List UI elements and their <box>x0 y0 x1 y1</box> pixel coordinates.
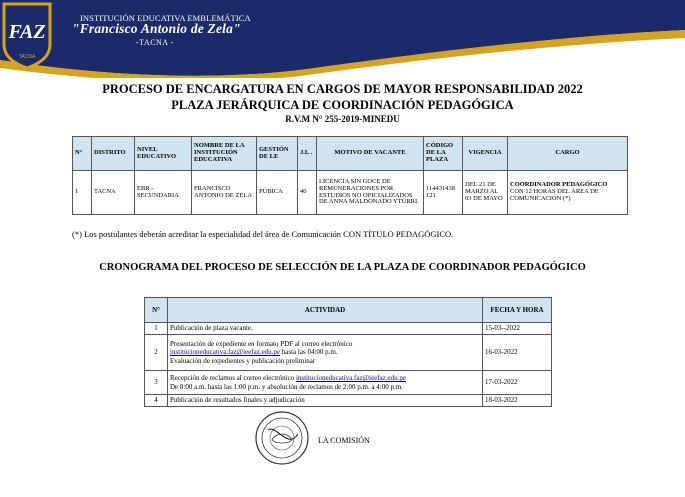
activity-text: Recepción de reclamos al correo electrónico <box>170 374 296 383</box>
activity-line: Presentación de expediente en formato PDF al correo electrónico <box>170 340 353 349</box>
document-title: PROCESO DE ENCARGATURA EN CARGOS DE MAYOR RESPONSABILIDAD 2022 <box>102 82 583 96</box>
signature-label: LA COMISIÓN <box>318 436 370 445</box>
schedule-table <box>144 297 552 407</box>
cell-date: 15-03--2022 <box>483 323 552 335</box>
column-header: J.L . <box>298 137 317 171</box>
column-header: ACTIVIDAD <box>168 298 483 323</box>
column-header: NIVEL EDUCATIVO <box>135 137 192 171</box>
school-logo <box>0 0 54 70</box>
cell-num: 2 <box>145 335 168 371</box>
svg-text:FAZ: FAZ <box>8 21 46 43</box>
table-row <box>145 395 552 407</box>
activity-line: Evaluación de expedientes y publicación preliminar <box>170 356 316 365</box>
column-header: N° <box>145 298 168 323</box>
activity-text: hasta las 04:00 p.m. <box>280 348 338 357</box>
cell-nivel: EBR - SECUNDARIA <box>135 171 192 215</box>
column-header: GESTIÓN DE LE <box>257 137 298 171</box>
column-header: MOTIVO DE VACANTE <box>317 137 424 171</box>
cargo-title: COORDINADOR PEDAGÓGICO <box>510 181 608 189</box>
cell-activity: Publicación de resultados finales y adjudicación <box>168 395 483 407</box>
vacancy-table <box>72 136 628 215</box>
institution-line1: INSTITUCIÓN EDUCATIVA EMBLEMÁTICA <box>80 13 251 23</box>
cell-gestion: PÚBICA <box>257 171 298 215</box>
table-row <box>145 335 552 371</box>
cell-activity: Publicación de plaza vacante. <box>168 323 483 335</box>
cell-date: 17-03-2022 <box>483 371 552 395</box>
cell-date: 16-03-2022 <box>483 335 552 371</box>
institution-name: "Francisco Antonio de Zela" <box>72 21 241 36</box>
column-header: DISTRITO <box>92 137 135 171</box>
cell-num: 3 <box>145 371 168 395</box>
cell-cargo <box>508 171 628 215</box>
header-banner <box>0 0 685 78</box>
cell-num: 1 <box>145 323 168 335</box>
column-header: NOMBRE DE LA INSTITUCIÓN EDUCATIVA <box>192 137 257 171</box>
table-row <box>145 323 552 335</box>
cell-nombre: FRANCISCO ANTONIO DE ZELA <box>192 171 257 215</box>
column-header: VIGENCIA <box>463 137 508 171</box>
cell-activity <box>168 335 483 371</box>
email-link[interactable]: institucioneducativa.faz@ieefaz.edu.pe <box>170 348 281 357</box>
cell-num: 1 <box>73 171 92 215</box>
activity-line <box>170 348 480 356</box>
cell-activity <box>168 371 483 395</box>
column-header: FECHA Y HORA <box>483 298 552 323</box>
cell-date: 18-03-2022 <box>483 395 552 407</box>
resolution-reference: R.V.M N° 255-2019-MINEDU <box>285 114 400 124</box>
cargo-detail: CON 12 HORAS DEL ÁREA DE COMUNICACIÓN (*) <box>510 188 599 202</box>
cell-codigo: 114431438 121 <box>424 171 463 215</box>
document-subtitle: PLAZA JERÁRQUICA DE COORDINACIÓN PEDAGÓGICA <box>171 98 514 112</box>
column-header: N° <box>73 137 92 171</box>
header-background <box>0 0 685 78</box>
activity-line <box>170 374 480 382</box>
column-header: CARGO <box>508 137 628 171</box>
column-header: CÓDIGO DE LA PLAZA <box>424 137 463 171</box>
institution-city: -TACNA - <box>136 38 174 47</box>
official-seal <box>254 410 310 466</box>
table-row <box>73 171 628 215</box>
cell-num: 4 <box>145 395 168 407</box>
email-link[interactable]: institucioneducativa.faz@ieefaz.edu.pe <box>295 374 406 383</box>
svg-text:TACNA: TACNA <box>18 54 36 60</box>
table-header-row <box>145 298 552 323</box>
cell-jl: 40 <box>298 171 317 215</box>
cell-distrito: TACNA <box>92 171 135 215</box>
cell-vigencia: DEL 21 DE MARZO AL 03 DE MAYO <box>463 171 508 215</box>
table-row <box>145 371 552 395</box>
table-header-row <box>73 137 628 171</box>
requirement-note: (*) Los postulantes deberán acreditar la especialidad del área de Comunicación CON TÍTULO PEDAGÓGICO. <box>72 229 454 239</box>
cell-motivo: LICENCIA SIN GOCE DE REMUNERACIONES POR ESTUDIOS NO OFICIALIZADOS DE ANNA MALDONADO YTURRI. <box>317 171 424 215</box>
activity-line: De 8:00 a.m. hasta las 1:00 p.m. y absolución de reclamos de 2:00 p.m. a 4:00 p.m. <box>170 382 403 391</box>
schedule-title: CRONOGRAMA DEL PROCESO DE SELECCIÓN DE LA PLAZA DE COORDINADOR PEDAGÓGICO <box>99 262 586 273</box>
